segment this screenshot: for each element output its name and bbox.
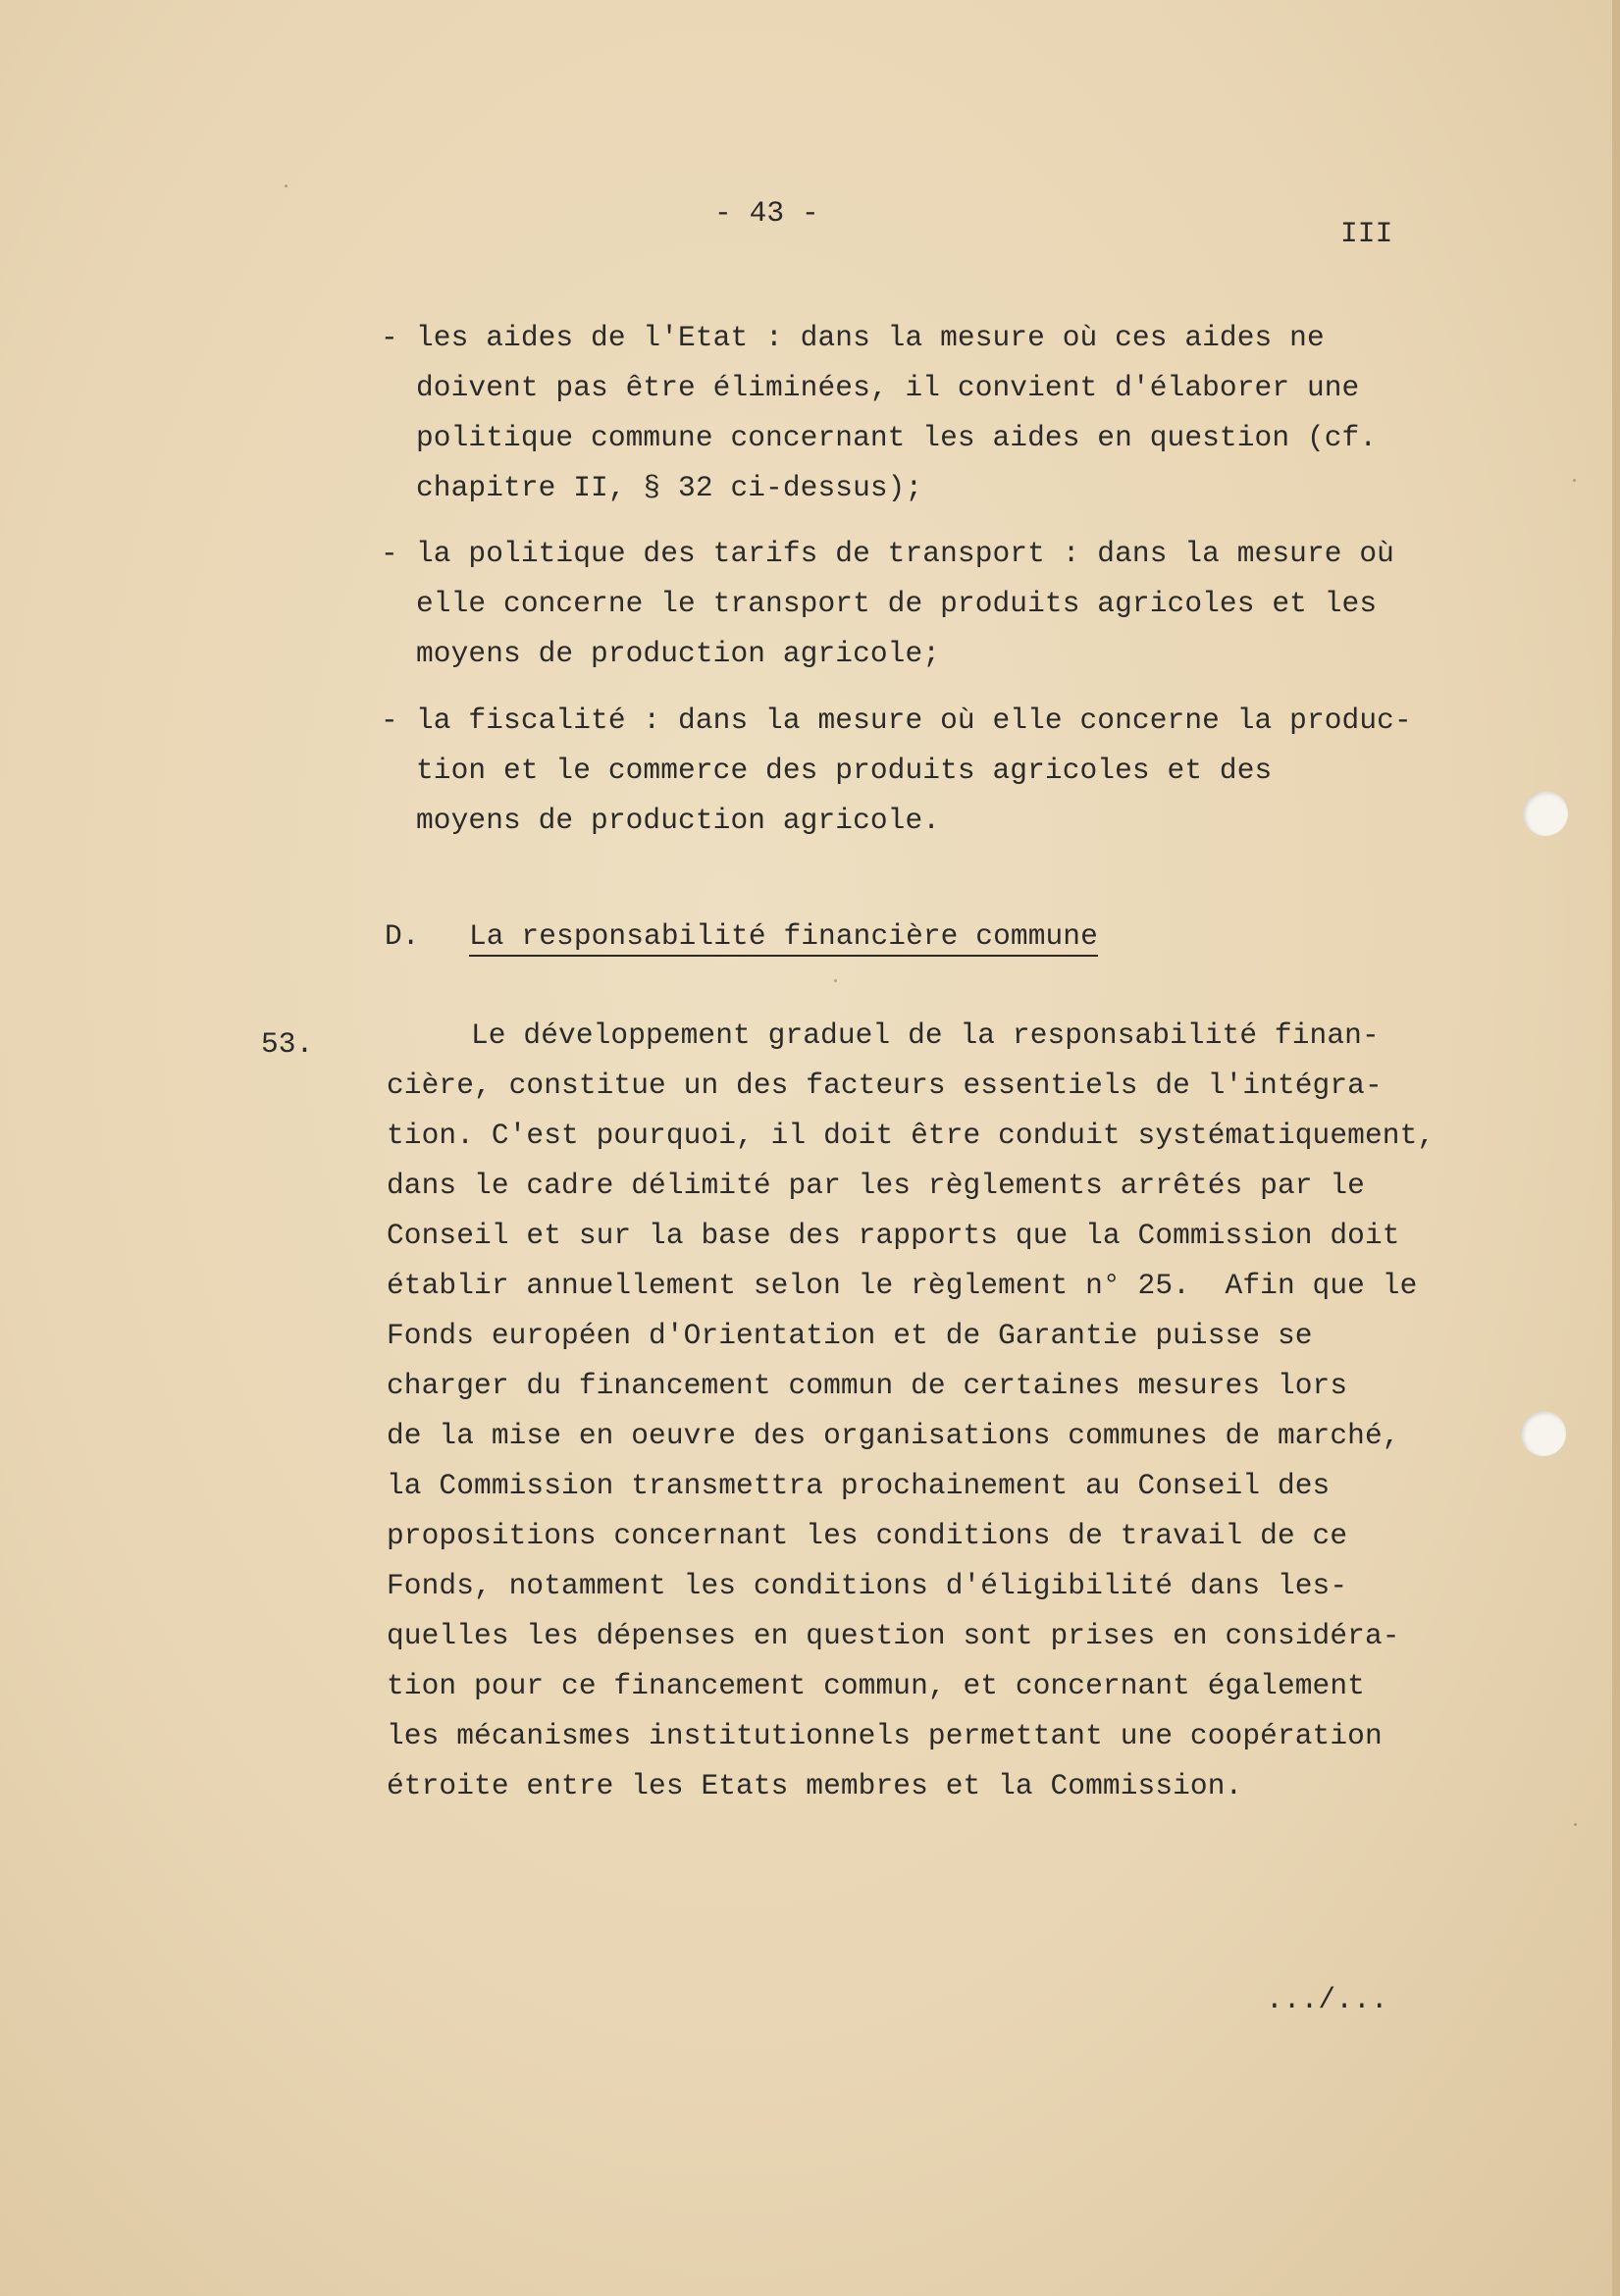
part-number: III (1340, 217, 1393, 250)
list-item-line: moyens de production agricole. (416, 804, 941, 837)
paragraph-line: Le développement graduel de la responsabilité finan- (471, 1018, 1380, 1052)
section-letter: D. (385, 919, 420, 953)
paragraph-line: tion pour ce financement commun, et concernant également (387, 1669, 1365, 1702)
list-dash: - (381, 704, 398, 737)
paper-edge (1612, 0, 1620, 2296)
paper-speck (1573, 479, 1576, 482)
paragraph-line: cière, constitue un des facteurs essentiels de l'intégra- (387, 1069, 1383, 1102)
list-item-line: la politique des tarifs de transport : dans la mesure où (416, 537, 1394, 570)
paragraph-line: dans le cadre délimité par les règlements arrêtés par le (387, 1169, 1365, 1202)
list-dash: - (381, 537, 398, 570)
list-item-line: tion et le commerce des produits agricoles et des (416, 754, 1273, 787)
paragraph-line: la Commission transmettra prochainement au Conseil des (387, 1469, 1331, 1502)
list-item-line: doivent pas être éliminées, il convient d'élaborer une (416, 371, 1360, 404)
paragraph-line: tion. C'est pourquoi, il doit être conduit systématiquement, (387, 1119, 1436, 1152)
paragraph-line: étroite entre les Etats membres et la Commission. (387, 1769, 1243, 1802)
section-title: La responsabilité financière commune (469, 922, 1098, 957)
list-item-line: moyens de production agricole; (416, 637, 941, 670)
paragraph-line: propositions concernant les conditions de travail de ce (387, 1519, 1348, 1552)
list-item-line: la fiscalité : dans la mesure où elle concerne la produc- (416, 704, 1412, 737)
continuation-mark: .../... (1266, 1983, 1388, 2016)
paragraph-line: de la mise en oeuvre des organisations communes de marché, (387, 1419, 1400, 1452)
list-dash: - (381, 321, 398, 354)
page-number: - 43 - (714, 196, 819, 230)
paragraph-line: Conseil et sur la base des rapports que la Commission doit (387, 1219, 1400, 1252)
punch-hole-bottom (1521, 1411, 1566, 1456)
paper-speck (285, 184, 287, 187)
list-item-line: chapitre II, § 32 ci-dessus); (416, 471, 923, 504)
paragraph-line: établir annuellement selon le règlement n° 25. Afin que le (387, 1269, 1418, 1302)
paper-speck (1574, 1823, 1577, 1826)
paragraph-line: quelles les dépenses en question sont prises en considéra- (387, 1619, 1400, 1652)
paragraph-line: Fonds européen d'Orientation et de Garantie puisse se (387, 1319, 1313, 1352)
list-item-line: politique commune concernant les aides en question (cf. (416, 421, 1378, 454)
list-item-line: elle concerne le transport de produits agricoles et les (416, 587, 1378, 620)
paragraph-number: 53. (261, 1027, 314, 1061)
paragraph-line: Fonds, notamment les conditions d'éligibilité dans les- (387, 1569, 1348, 1602)
paragraph-line: charger du financement commun de certaines mesures lors (387, 1369, 1348, 1402)
list-item-line: les aides de l'Etat : dans la mesure où ces aides ne (416, 321, 1325, 354)
punch-hole-top (1523, 791, 1568, 836)
paragraph-line: les mécanismes institutionnels permettant une coopération (387, 1719, 1383, 1752)
paper-speck (834, 979, 837, 982)
